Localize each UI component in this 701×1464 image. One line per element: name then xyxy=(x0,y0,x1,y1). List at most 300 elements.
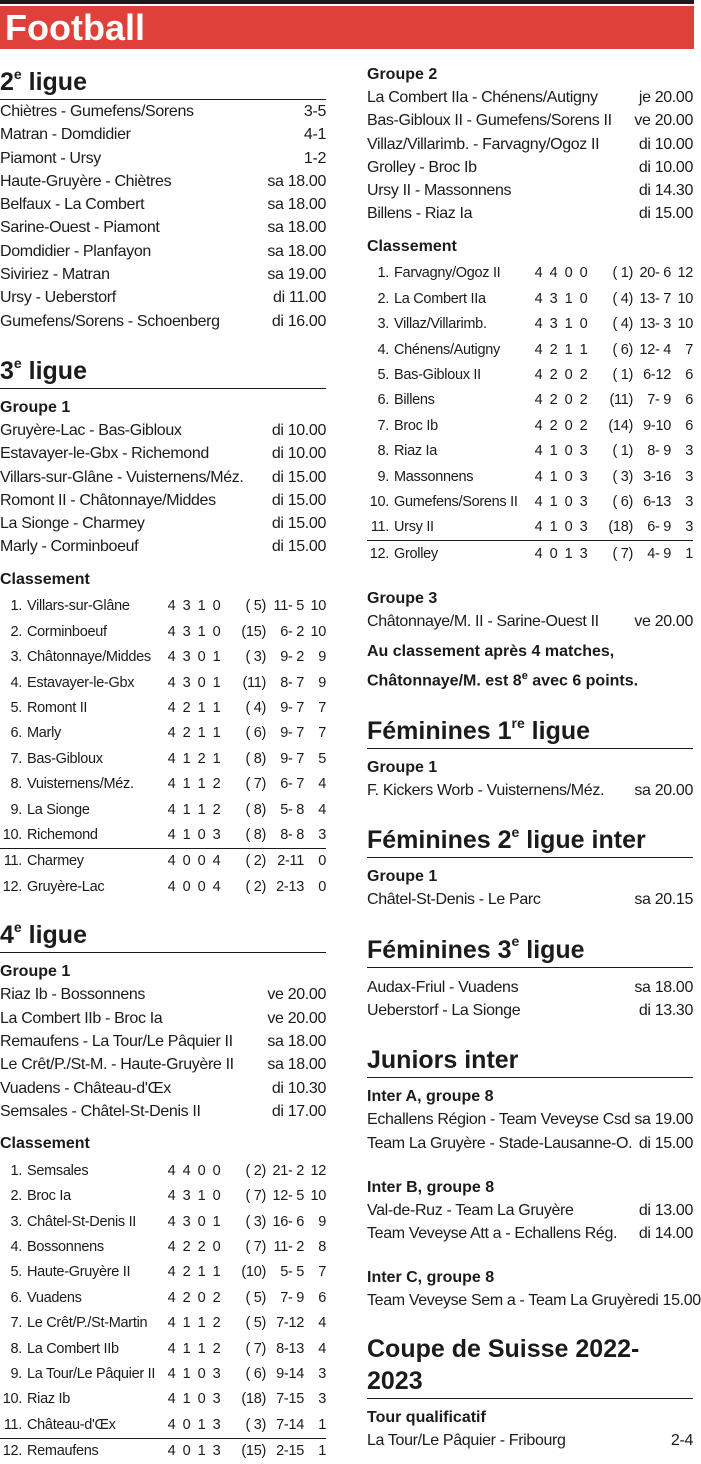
played: 4 xyxy=(167,649,176,666)
match-score-or-time: di 13.30 xyxy=(638,1001,693,1019)
heading-coupe-de-suisse: Coupe de Suisse 2022-2023 xyxy=(367,1333,693,1399)
penalty-points: (15) xyxy=(241,1443,266,1460)
match-score-or-time: di 17.00 xyxy=(271,1102,326,1120)
group-label: Groupe 3 xyxy=(367,590,438,608)
match-score-or-time: di 14.30 xyxy=(638,182,693,200)
goal-difference: 7- 9 xyxy=(280,1289,304,1306)
team-name: Semsales xyxy=(27,1162,89,1179)
losses: 0 xyxy=(212,1162,221,1179)
wins: 4 xyxy=(549,265,558,282)
played: 4 xyxy=(167,1162,176,1179)
goal-difference: 6-13 xyxy=(643,493,671,510)
match-row xyxy=(0,983,326,1006)
standings-row xyxy=(0,1209,326,1234)
team-name: Riaz Ia xyxy=(394,443,438,460)
standings-row xyxy=(367,337,693,362)
goal-difference: 8- 8 xyxy=(266,822,304,848)
draws: 2 xyxy=(197,1239,206,1256)
draws: 0 xyxy=(197,1391,206,1408)
draws: 0 xyxy=(197,878,206,895)
standings-row xyxy=(367,489,693,514)
penalty-points: ( 3) xyxy=(224,1412,266,1438)
match-score-or-time: ve 20.00 xyxy=(634,613,693,631)
match-teams: Vuadens - Château-d'Œx xyxy=(0,1079,171,1097)
penalty-points: (15) xyxy=(241,623,266,640)
played: 4 xyxy=(167,1289,176,1306)
wins: 2 xyxy=(182,1239,191,1256)
standings-3e-ligue xyxy=(0,594,326,900)
points: 12 xyxy=(310,1162,326,1179)
rank: 6. xyxy=(10,725,22,742)
losses: 0 xyxy=(579,290,588,307)
draws: 0 xyxy=(564,367,573,384)
match-teams: Bas-Gibloux II - Gumefens/Sorens II xyxy=(367,112,612,130)
points: 3 xyxy=(671,515,693,541)
rank: 1. xyxy=(10,1162,22,1179)
penalty-points: (14) xyxy=(608,417,633,434)
losses: 1 xyxy=(212,725,221,742)
wins: 1 xyxy=(179,822,194,848)
rank: 10. xyxy=(2,1391,22,1408)
wins: 2 xyxy=(182,1264,191,1281)
wins: 1 xyxy=(182,776,191,793)
standings-row xyxy=(0,822,326,848)
banner-title: Football xyxy=(5,7,145,48)
goal-difference: 8- 9 xyxy=(647,443,671,460)
draws: 1 xyxy=(564,290,573,307)
group-label: Groupe 1 xyxy=(367,759,438,777)
losses: 3 xyxy=(212,1391,221,1408)
match-teams: La Tour/Le Pâquier - Fribourg xyxy=(367,1431,566,1449)
matches-4e-ligue xyxy=(0,983,326,1123)
penalty-points: (10) xyxy=(241,1264,266,1281)
wins: 1 xyxy=(182,801,191,818)
team-name: Bossonnens xyxy=(27,1239,104,1256)
standings-row xyxy=(0,797,326,822)
losses: 1 xyxy=(212,750,221,767)
rank: 5. xyxy=(377,367,389,384)
rank: 10. xyxy=(0,822,27,848)
wins: 0 xyxy=(182,1443,191,1460)
points: 6 xyxy=(685,417,693,434)
match-score-or-time: sa 19.00 xyxy=(634,1111,693,1129)
played: 4 xyxy=(167,623,176,640)
points: 10 xyxy=(677,316,693,333)
wins: 0 xyxy=(182,878,191,895)
match-row xyxy=(367,1108,693,1131)
team-name: Villaz/Villarimb. xyxy=(394,316,487,333)
wins: 1 xyxy=(549,443,558,460)
wins: 3 xyxy=(182,623,191,640)
standings-row xyxy=(0,1184,326,1209)
rank: 3. xyxy=(10,1213,22,1230)
match-row xyxy=(367,1199,693,1222)
penalty-points: ( 5) xyxy=(245,1289,266,1306)
match-score-or-time: sa 18.00 xyxy=(267,172,326,190)
rank: 1. xyxy=(377,265,389,282)
played: 4 xyxy=(534,545,543,562)
match-score-or-time: di 15.00 xyxy=(271,491,326,509)
played: 4 xyxy=(167,1443,176,1460)
rank: 5. xyxy=(10,1264,22,1281)
match-row xyxy=(367,156,693,179)
draws: 0 xyxy=(197,1162,206,1179)
standings-row xyxy=(367,413,693,438)
heading-feminines-1re-ligue: Féminines 1re ligue xyxy=(367,715,693,749)
draws: 1 xyxy=(197,1443,206,1460)
points: 7 xyxy=(685,341,693,358)
match-score-or-time: sa 18.00 xyxy=(267,1056,326,1074)
heading-4e-ligue: 4e ligue xyxy=(0,919,326,953)
match-row xyxy=(367,86,693,109)
points: 1 xyxy=(318,1443,326,1460)
draws: 0 xyxy=(564,417,573,434)
goal-difference: 9- 7 xyxy=(280,725,304,742)
played: 4 xyxy=(534,493,543,510)
penalty-points: ( 3) xyxy=(245,1213,266,1230)
match-row xyxy=(0,1100,326,1123)
points: 3 xyxy=(304,822,326,848)
losses: 2 xyxy=(212,1315,221,1332)
played: 4 xyxy=(167,1366,176,1383)
points: 7 xyxy=(318,1264,326,1281)
losses: 2 xyxy=(212,776,221,793)
match-score-or-time: 3-5 xyxy=(303,103,326,120)
losses: 1 xyxy=(579,341,588,358)
team-name: Marly xyxy=(27,725,61,742)
match-teams: Echallens Région - Team Veveyse Csd xyxy=(367,1111,631,1129)
wins: 0 xyxy=(549,545,558,562)
played: 4 xyxy=(167,878,176,895)
losses: 4 xyxy=(212,878,221,895)
points: 9 xyxy=(318,674,326,691)
team-name: Gruyère-Lac xyxy=(27,878,105,895)
draws: 1 xyxy=(197,725,206,742)
match-score-or-time: ve 20.00 xyxy=(267,1009,326,1027)
played: 4 xyxy=(534,265,543,282)
classement-label: Classement xyxy=(0,570,90,588)
rank: 7. xyxy=(10,750,22,767)
match-score-or-time: di 15.00 xyxy=(638,205,693,223)
standings-row xyxy=(0,1336,326,1361)
group-label: Groupe 2 xyxy=(367,66,438,83)
standings-row xyxy=(0,1311,326,1336)
draws: 2 xyxy=(197,750,206,767)
goal-difference: 9- 7 xyxy=(280,750,304,767)
matches-coupe-de-suisse xyxy=(367,1429,693,1452)
rank: 2. xyxy=(10,623,22,640)
match-teams: Belfaux - La Combert xyxy=(0,196,145,214)
match-score-or-time: di 10.30 xyxy=(271,1079,326,1097)
draws: 1 xyxy=(564,545,573,562)
standings-row xyxy=(367,388,693,413)
penalty-points: ( 2) xyxy=(245,853,266,870)
standings-row xyxy=(367,515,693,541)
match-teams: Romont II - Châtonnaye/Middes xyxy=(0,491,216,509)
played: 4 xyxy=(164,1412,179,1438)
losses: 1 xyxy=(212,674,221,691)
goal-difference: 2-15 xyxy=(276,1443,304,1460)
team-name: Châtel-St-Denis II xyxy=(27,1213,137,1230)
points: 10 xyxy=(310,623,326,640)
points: 4 xyxy=(318,801,326,818)
rank: 11. xyxy=(0,1412,27,1438)
goal-difference: 12- 4 xyxy=(639,341,671,358)
match-teams: Grolley - Broc Ib xyxy=(367,158,477,176)
heading-3e-ligue: 3e ligue xyxy=(0,355,326,389)
team-name: Romont II xyxy=(27,700,88,716)
right-column xyxy=(367,64,701,1452)
penalty-points: ( 3) xyxy=(612,468,633,485)
standings-row xyxy=(0,645,326,670)
goal-difference: 13- 3 xyxy=(639,316,671,333)
team-name: La Tour/Le Pâquier II xyxy=(27,1366,156,1383)
team-name: Châtonnaye/Middes xyxy=(27,649,151,666)
classement-label: Classement xyxy=(367,237,457,255)
draws: 0 xyxy=(197,1289,206,1306)
goal-difference: 9-10 xyxy=(643,417,671,434)
match-score-or-time: sa 18.00 xyxy=(267,1033,326,1051)
goal-difference: 7-12 xyxy=(276,1315,304,1332)
played: 4 xyxy=(534,417,543,434)
wins: 0 xyxy=(182,853,191,870)
group-label: Inter B, groupe 8 xyxy=(367,1178,495,1196)
rank: 2. xyxy=(10,1188,22,1205)
standings-row xyxy=(0,874,326,899)
match-row xyxy=(0,1077,326,1100)
top-rule xyxy=(0,0,694,4)
goal-difference: 5- 8 xyxy=(280,801,304,818)
points: 6 xyxy=(318,1289,326,1306)
points: 4 xyxy=(318,776,326,793)
match-teams: Domdidier - Planfayon xyxy=(0,242,151,260)
draws: 1 xyxy=(197,801,206,818)
rank: 6. xyxy=(377,392,389,409)
match-row xyxy=(0,419,326,442)
match-row xyxy=(367,202,693,225)
heading-2e-ligue: 2e ligue xyxy=(0,66,326,100)
rank: 10. xyxy=(369,493,389,510)
matches-inter-a xyxy=(367,1108,693,1155)
team-name: La Combert IIb xyxy=(27,1340,119,1357)
points: 4 xyxy=(318,1315,326,1332)
match-score-or-time: di 13.00 xyxy=(638,1201,693,1219)
match-row xyxy=(367,779,693,802)
penalty-points: ( 7) xyxy=(245,1239,266,1256)
goal-difference: 13- 7 xyxy=(639,290,671,307)
wins: 2 xyxy=(182,700,191,716)
match-teams: Villars-sur-Glâne - Vuisternens/Méz. xyxy=(0,468,244,486)
standings-row xyxy=(0,619,326,644)
rank: 3. xyxy=(10,649,22,666)
matches-3e-ligue xyxy=(0,419,326,559)
group-label: Groupe 1 xyxy=(367,868,438,886)
match-row xyxy=(0,1053,326,1076)
group-label: Inter C, groupe 8 xyxy=(367,1269,495,1287)
match-score-or-time: 4-1 xyxy=(303,126,326,144)
points: 5 xyxy=(318,750,326,767)
played: 4 xyxy=(167,776,176,793)
match-teams: La Combert IIa - Chénens/Autigny xyxy=(367,89,598,106)
match-row xyxy=(0,1030,326,1053)
losses: 0 xyxy=(579,265,588,282)
match-score-or-time: di 10.00 xyxy=(638,158,693,176)
wins: 2 xyxy=(549,392,558,409)
wins: 3 xyxy=(182,598,191,615)
draws: 0 xyxy=(564,265,573,282)
losses: 3 xyxy=(579,443,588,460)
team-name: Remaufens xyxy=(27,1443,99,1460)
points: 7 xyxy=(318,725,326,742)
matches-feminines-2 xyxy=(367,888,693,911)
group-label: Inter A, groupe 8 xyxy=(367,1088,494,1106)
penalty-points: ( 7) xyxy=(245,1188,266,1205)
match-score-or-time: sa 18.00 xyxy=(634,978,693,996)
goal-difference: 2-11 xyxy=(277,853,304,870)
match-score-or-time: di 16.00 xyxy=(271,312,326,330)
penalty-points: ( 6) xyxy=(612,341,633,358)
group-label: Groupe 1 xyxy=(0,398,71,416)
match-teams: Estavayer-le-Gbx - Richemond xyxy=(0,445,209,463)
match-teams: Gruyère-Lac - Bas-Gibloux xyxy=(0,421,182,439)
match-row xyxy=(0,170,326,193)
team-name: Gumefens/Sorens II xyxy=(394,493,518,510)
standings-row xyxy=(367,312,693,337)
match-row xyxy=(0,442,326,465)
wins: 1 xyxy=(549,468,558,485)
losses: 0 xyxy=(212,598,221,615)
match-teams: Ursy II - Massonnens xyxy=(367,182,512,200)
penalty-points: ( 4) xyxy=(245,700,266,716)
points: 0 xyxy=(318,878,326,895)
goal-difference: 5- 5 xyxy=(280,1264,304,1281)
match-row xyxy=(0,310,326,333)
team-name: Le Crêt/P./St-Martin xyxy=(27,1315,148,1332)
standings-row xyxy=(0,1158,326,1183)
match-row xyxy=(367,888,693,911)
match-score-or-time: sa 18.00 xyxy=(267,219,326,237)
penalty-points: ( 1) xyxy=(612,443,633,460)
penalty-points: ( 4) xyxy=(612,316,633,333)
penalty-points: ( 1) xyxy=(612,265,633,282)
rank: 12. xyxy=(2,1443,22,1460)
standings-row xyxy=(0,771,326,796)
match-score-or-time: di 15.00 xyxy=(646,1292,701,1310)
draws: 1 xyxy=(197,1188,206,1205)
match-score-or-time: di 14.00 xyxy=(638,1225,693,1243)
rank: 1. xyxy=(10,598,22,615)
draws: 0 xyxy=(561,515,576,541)
penalty-points: ( 5) xyxy=(245,598,266,615)
match-row xyxy=(0,123,326,146)
draws: 0 xyxy=(197,649,206,666)
wins: 3 xyxy=(549,290,558,307)
goal-difference: 3-16 xyxy=(643,468,671,485)
penalty-points: (11) xyxy=(242,674,266,691)
match-score-or-time: di 10.00 xyxy=(271,421,326,439)
rank: 9. xyxy=(10,1366,22,1383)
rank: 11. xyxy=(3,853,22,870)
penalty-points: ( 3) xyxy=(245,649,266,666)
match-score-or-time: di 15.00 xyxy=(271,515,326,533)
draws: 0 xyxy=(564,468,573,485)
losses: 2 xyxy=(212,1289,221,1306)
standings-row xyxy=(0,695,326,720)
standings-row xyxy=(0,1387,326,1412)
rank: 4. xyxy=(10,674,22,691)
played: 4 xyxy=(167,1391,176,1408)
losses: 3 xyxy=(209,1412,224,1438)
goal-difference: 6-12 xyxy=(643,367,671,384)
losses: 3 xyxy=(209,822,224,848)
match-teams: Ursy - Ueberstorf xyxy=(0,289,116,307)
goal-difference: 20- 6 xyxy=(639,265,671,282)
points: 10 xyxy=(310,1188,326,1205)
played: 4 xyxy=(534,290,543,307)
losses: 1 xyxy=(212,649,221,666)
rank: 7. xyxy=(10,1315,22,1332)
penalty-points: ( 8) xyxy=(245,801,266,818)
points: 0 xyxy=(318,853,326,870)
penalty-points: ( 1) xyxy=(612,367,633,384)
match-row xyxy=(0,193,326,216)
rank: 8. xyxy=(377,443,389,460)
match-teams: Matran - Domdidier xyxy=(0,126,131,144)
match-row xyxy=(367,1289,701,1312)
matches-groupe-3 xyxy=(367,610,693,633)
standings-row xyxy=(0,721,326,746)
team-name: La Combert IIa xyxy=(394,290,486,307)
played: 4 xyxy=(167,1188,176,1205)
draws: 1 xyxy=(197,1340,206,1357)
wins: 1 xyxy=(182,1315,191,1332)
standings-note: Au classement après 4 matches, Châtonnaye/M. est 8e avec 6 points. xyxy=(367,642,639,690)
match-teams: Marly - Corminboeuf xyxy=(0,538,139,556)
match-score-or-time: di 15.00 xyxy=(638,1134,693,1152)
match-teams: Team Veveyse Sem a - Team La Gruyère xyxy=(367,1292,647,1310)
points: 9 xyxy=(318,649,326,666)
standings-row xyxy=(367,261,693,286)
team-name: Charmey xyxy=(27,853,84,870)
draws: 0 xyxy=(564,443,573,460)
match-row xyxy=(367,1429,693,1452)
rank: 8. xyxy=(10,1340,22,1357)
wins: 3 xyxy=(182,1213,191,1230)
wins: 2 xyxy=(182,1289,191,1306)
team-name: Chénens/Autigny xyxy=(394,341,500,358)
rank: 11. xyxy=(367,515,394,541)
match-row xyxy=(367,976,693,999)
match-score-or-time: ve 20.00 xyxy=(634,112,693,130)
losses: 3 xyxy=(579,468,588,485)
losses: 3 xyxy=(212,1366,221,1383)
standings-row xyxy=(0,594,326,619)
match-score-or-time: je 20.00 xyxy=(638,89,693,106)
wins: 2 xyxy=(182,725,191,742)
penalty-points: ( 8) xyxy=(245,750,266,767)
losses: 2 xyxy=(212,801,221,818)
goal-difference: 16- 6 xyxy=(272,1213,304,1230)
standings-row xyxy=(0,670,326,695)
played: 4 xyxy=(164,822,179,848)
played: 4 xyxy=(167,598,176,615)
draws: 0 xyxy=(197,1213,206,1230)
team-name: Richemond xyxy=(27,822,164,848)
match-teams: La Sionge - Charmey xyxy=(0,515,145,533)
played: 4 xyxy=(167,700,176,716)
heading-feminines-2e-ligue-inter: Féminines 2e ligue inter xyxy=(367,824,693,858)
team-name: Villars-sur-Glâne xyxy=(27,598,130,615)
